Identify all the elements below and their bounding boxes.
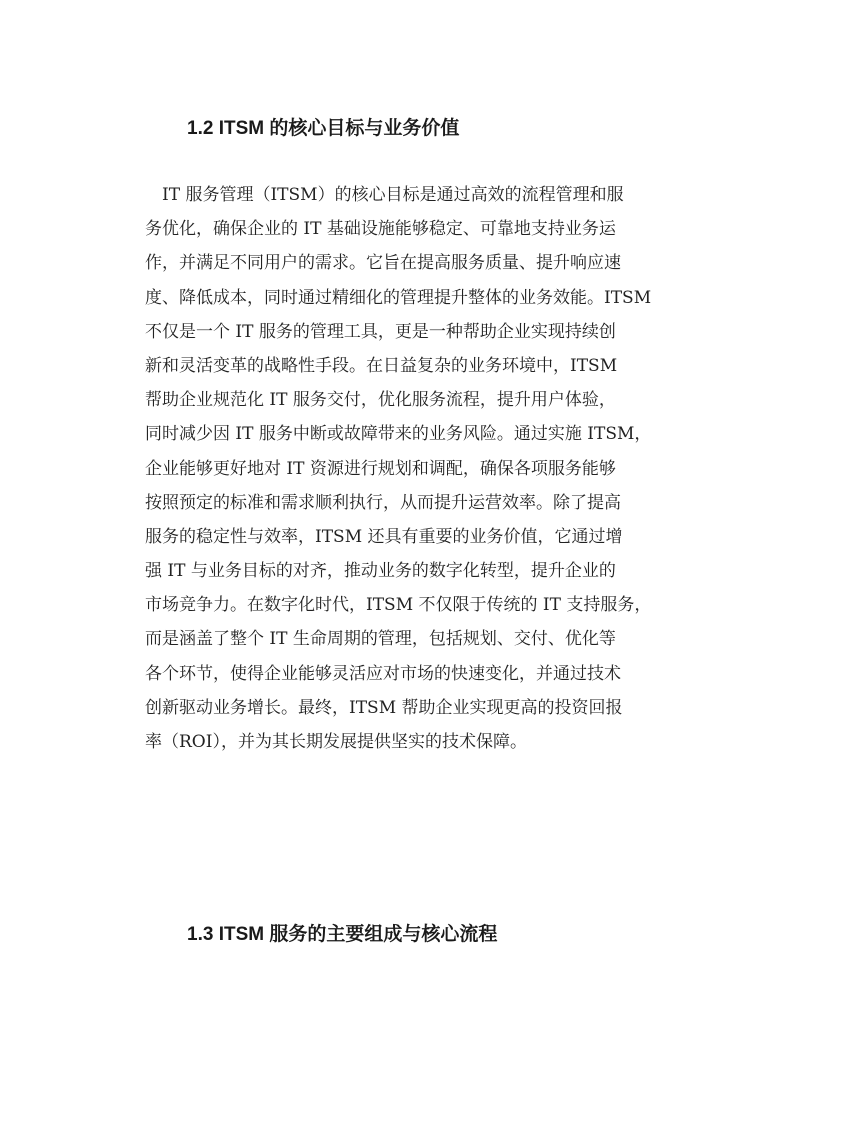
paragraph-line: 而是涵盖了整个 IT 生命周期的管理，包括规划、交付、优化等	[145, 629, 616, 650]
paragraph-line: 帮助企业规范化 IT 服务交付，优化服务流程，提升用户体验，	[145, 390, 616, 411]
section-paragraph	[145, 178, 705, 759]
paragraph-line: 创新驱动业务增长。最终，ITSM 帮助企业实现更高的投资回报	[145, 697, 623, 718]
paragraph-line: 强 IT 与业务目标的对齐，推动业务的数字化转型，提升企业的	[145, 561, 616, 582]
paragraph-line: 新和灵活变革的战略性手段。在日益复杂的业务环境中，ITSM	[145, 355, 618, 376]
paragraph-line: 各个环节，使得企业能够灵活应对市场的快速变化，并通过技术	[145, 663, 621, 684]
section-heading-1-2: 1.2 ITSM 的核心目标与业务价值	[187, 118, 460, 139]
paragraph-line: 企业能够更好地对 IT 资源进行规划和调配，确保各项服务能够	[145, 458, 616, 479]
paragraph-line: 度、降低成本，同时通过精细化的管理提升整体的业务效能。ITSM	[145, 287, 652, 308]
paragraph-line: 市场竞争力。在数字化时代，ITSM 不仅限于传统的 IT 支持服务，	[145, 595, 652, 616]
paragraph-line: 不仅是一个 IT 服务的管理工具，更是一种帮助企业实现持续创	[145, 321, 616, 342]
section-heading-1-3: 1.3 ITSM 服务的主要组成与核心流程	[187, 924, 498, 945]
paragraph-line: 作，并满足不同用户的需求。它旨在提高服务质量、提升响应速	[145, 253, 621, 274]
paragraph-line: 服务的稳定性与效率，ITSM 还具有重要的业务价值，它通过增	[145, 526, 623, 547]
paragraph-line: 同时减少因 IT 服务中断或故障带来的业务风险。通过实施 ITSM，	[145, 424, 652, 445]
paragraph-line: 率（ROI），并为其长期发展提供坚实的技术保障。	[145, 732, 527, 752]
paragraph-line: IT 服务管理（ITSM）的核心目标是通过高效的流程管理和服	[145, 185, 624, 205]
paragraph-line: 务优化，确保企业的 IT 基础设施能够稳定、可靠地支持业务运	[145, 219, 616, 240]
paragraph-line: 按照预定的标准和需求顺利执行，从而提升运营效率。除了提高	[145, 492, 621, 513]
